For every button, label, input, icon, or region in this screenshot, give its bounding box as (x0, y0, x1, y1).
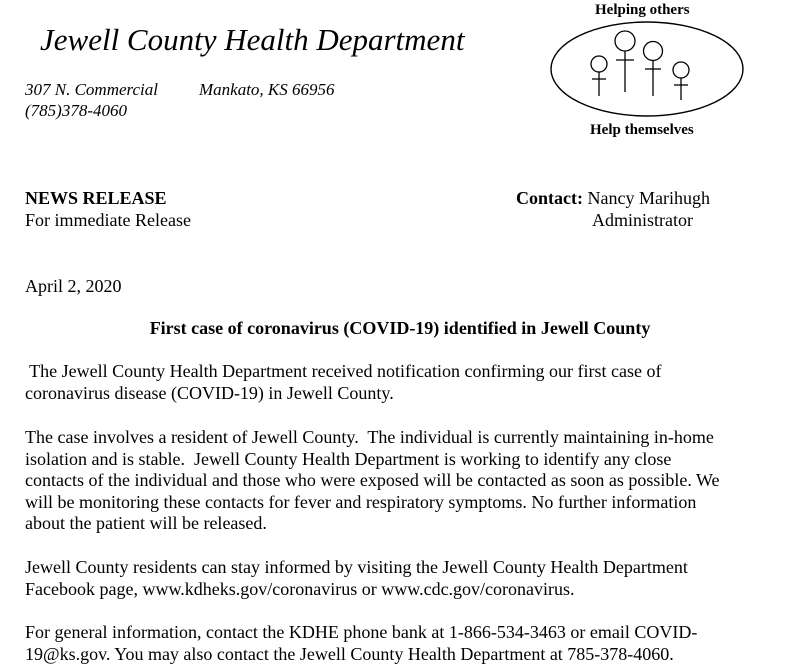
paragraph-line: Jewell County residents can stay informed by visiting the Jewell County Health Department (25, 557, 688, 577)
contact-name: Nancy Marihugh (587, 188, 710, 208)
paragraph-line: contacts of the individual and those who were exposed will be contacted as soon as possible. We (25, 470, 720, 490)
phone-number: (785)378-4060 (25, 101, 127, 120)
contact-title: Administrator (592, 210, 693, 230)
logo-tagline-bottom: Help themselves (590, 122, 694, 138)
paragraph-line: isolation and is stable. Jewell County Health Department is working to identify any close (25, 448, 672, 469)
contact-line (516, 188, 710, 209)
paragraph-line: coronavirus disease (COVID-19) in Jewell County. (25, 382, 394, 403)
org-name: Jewell County Health Department (40, 22, 465, 57)
paragraph-line: Facebook page, www.kdheks.gov/coronavirus or www.cdc.gov/coronavirus. (25, 578, 575, 599)
paragraph-line: The case involves a resident of Jewell County. The individual is currently maintaining in-home (25, 427, 714, 447)
paragraph (25, 361, 765, 404)
logo-tagline-top: Helping others (595, 2, 690, 18)
news-release-label: NEWS RELEASE (25, 188, 167, 208)
paragraph-line: For general information, contact the KDHE phone bank at 1-866-534-3463 or email COVID- (25, 622, 698, 642)
paragraph-line: The Jewell County Health Department received notification confirming our first case of (25, 361, 662, 381)
release-note: For immediate Release (25, 210, 191, 230)
contact-label: Contact: (516, 188, 583, 208)
address-city: Mankato, KS 66956 (199, 80, 335, 99)
paragraph-line: about the patient will be released. (25, 513, 267, 533)
paragraph (25, 622, 765, 665)
release-date: April 2, 2020 (25, 276, 122, 296)
paragraph-line: will be monitoring these contacts for fever and respiratory symptoms. No further information (25, 491, 697, 512)
four-people-figures-icon (549, 20, 745, 118)
address-street: 307 N. Commercial (25, 80, 159, 99)
paragraph (25, 557, 765, 600)
headline: First case of coronavirus (COVID-19) identified in Jewell County (149, 318, 651, 338)
paragraph-line: 19@ks.gov. You may also contact the Jewell County Health Department at 785-378-4060. (25, 643, 674, 664)
paragraph (25, 427, 765, 535)
